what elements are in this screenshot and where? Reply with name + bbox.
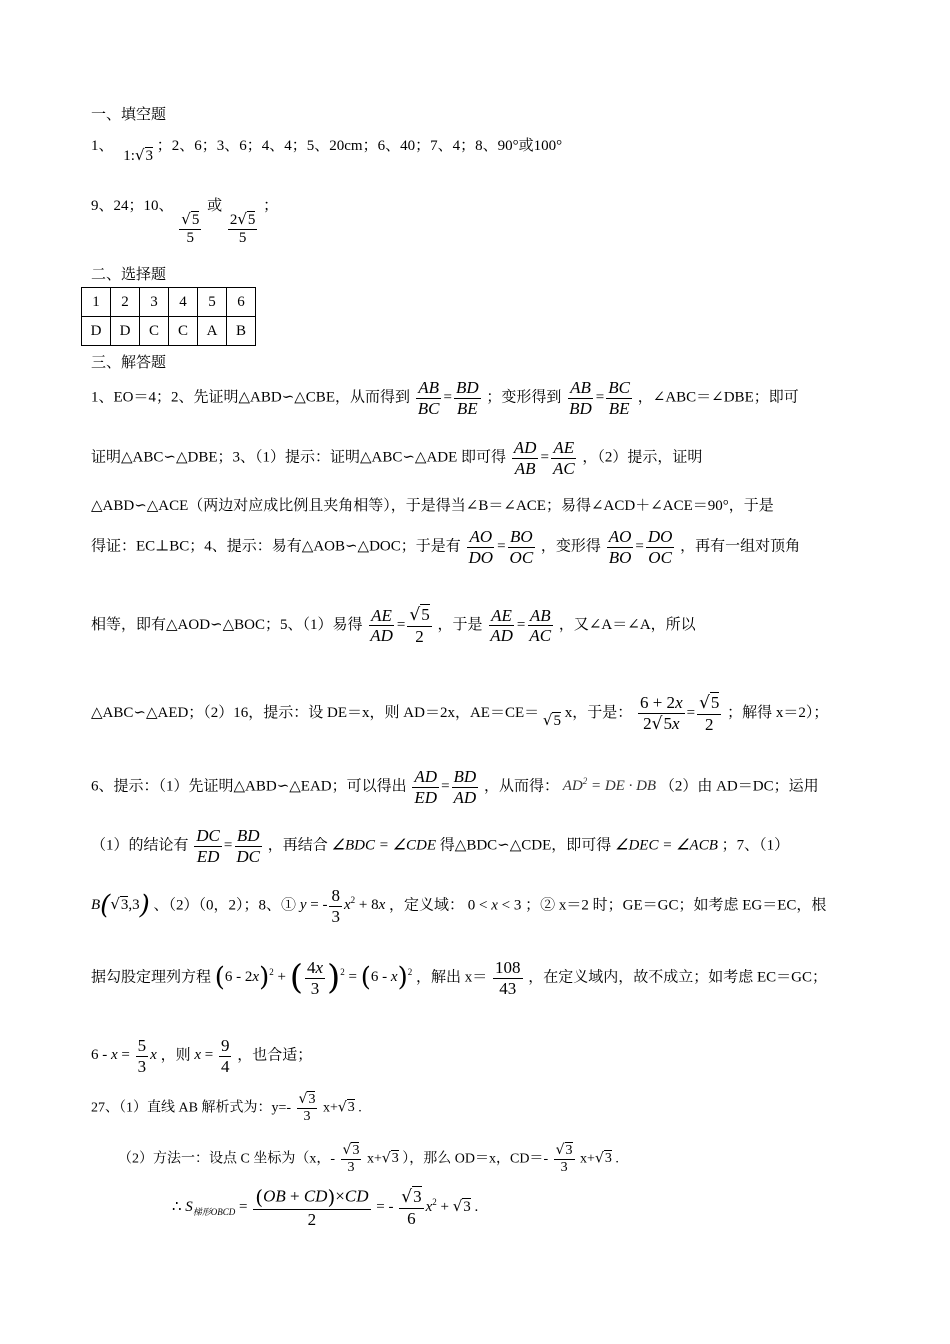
- table-cell: D: [111, 317, 140, 346]
- fraction-root5-over-2-b: $\frac{√5}{2}$: [699, 693, 720, 734]
- solve-line-5: 相等，即有△AOD∽△BOC；5、（1）易得 $\frac{AE}{AD}$ = $\frac{√5}{2}$ ，于是 $\frac{AE}{AD}$ = $\frac{AB}{AC}$ ，又∠A＝∠A，所以: [91, 605, 696, 646]
- fraction-root3-over-3: $\frac{√3}{3}$: [298, 1091, 316, 1125]
- function-y: y = - $\frac{8}{3}$ $x^2 + 8x$: [299, 886, 386, 926]
- fill-answers-1-8: ；2、6；3、6；4、4；5、20cm；6、40；7、4；8、90°或100°: [156, 138, 563, 154]
- fraction-trapezoid-area: $\frac{(OB + CD)\times CD}{2}$: [255, 1185, 369, 1229]
- fraction-root5-over-5: $\frac{√5}{5}$: [181, 210, 200, 247]
- fraction-root3-over-3-c: $\frac{√3}{3}$: [555, 1142, 573, 1176]
- solve-line-11: 6 - x = $\frac{5}{3}$ x ，则 x = $\frac{9}{4}$ ，也合适；: [91, 1036, 313, 1076]
- fraction-ab-ac: $\frac{AB}{AC}$: [529, 605, 552, 646]
- fill-item-1-prefix: 1、: [91, 138, 114, 154]
- table-cell: 2: [111, 288, 140, 317]
- area-symbol: $S_{梯形OBCD}$: [185, 1199, 236, 1218]
- table-cell: 4: [169, 288, 198, 317]
- table-row: [82, 317, 256, 346]
- fraction-ad-ab: $\frac{AD}{AB}$: [513, 438, 537, 478]
- table-cell: C: [140, 317, 169, 346]
- fraction-bd-be: $\frac{BD}{BE}$: [455, 378, 479, 418]
- fraction-ao-do: $\frac{AO}{DO}$: [468, 527, 494, 567]
- section-choice-title: 二、选择题: [91, 267, 167, 283]
- table-cell: C: [169, 317, 198, 346]
- point-b-coordinates: B(√3,3): [91, 891, 150, 922]
- fraction-ab-bd: $\frac{AB}{BD}$: [569, 378, 592, 418]
- fill-line-2: 9、24；10、 $\frac{√5}{5}$ 或 $\frac{2√5}{5}$ ；: [91, 198, 279, 247]
- q27-line-2: （2）方法一：设点 C 坐标为（x，- $\frac{√3}{3}$ x+√3 ），那么 OD＝x，CD＝- $\frac{√3}{3}$ x+√3 .: [118, 1142, 619, 1176]
- solve-line-10: 据勾股定理列方程 (6 - 2x)$^2$ + ( $\frac{4x}{3}$ )$^2$ = (6 - x)$^2$ ，解出 x＝ $\frac{108}{43}$ ，在定义域内，故不成立；如考虑 EC＝GC；: [91, 958, 828, 999]
- sqrt5-symbol: √5: [542, 710, 561, 729]
- solve-line-9: B(√3,3) 、（2）（0，2）；8、① y = - $\frac{8}{3}$ $x^2 + 8x$ ，定义域： 0 < x < 3 ；② x＝2 时；GE＝GC；如考虑 EG＝EC，根: [91, 886, 827, 926]
- table-cell: 3: [140, 288, 169, 317]
- ratio-expression: 1:√3: [123, 146, 153, 164]
- solve-line-4: 得证：EC⊥BC；4、提示：易有△AOB∽△DOC；于是有 $\frac{AO}{DO}$ = $\frac{BO}{OC}$ ，变形得 $\frac{AO}{BO}$ = $\frac{DO}{OC}$ ，再有一组对顶角: [91, 527, 801, 567]
- q27-line-1: 27、（1）直线 AB 解析式为：y=- $\frac{√3}{3}$ x+√3 .: [91, 1091, 362, 1125]
- fill-item-9-10: 9、24；10、: [91, 198, 174, 214]
- table-cell: 6: [227, 288, 256, 317]
- solve-line-7: 6、提示：（1）先证明△ABD∽△EAD；可以得出 $\frac{AD}{ED}$ = $\frac{BD}{AD}$ ，从而得： $AD^2$ = DE · DB （2）由 AD＝DC；运用: [91, 767, 819, 807]
- fraction-ao-bo: $\frac{AO}{BO}$: [608, 527, 632, 567]
- q27-line-3: ∴ $S_{梯形OBCD}$ = $\frac{(OB + CD)\times CD}{2}$ = - $\frac{√3}{6}$ $x^2 + √3$ .: [172, 1185, 479, 1229]
- section-solve-title: 三、解答题: [91, 355, 167, 371]
- solve-line-8: （1）的结论有 $\frac{DC}{ED}$ = $\frac{BD}{DC}$ ，再结合 ∠BDC = ∠CDE 得△BDC∽△CDE，即可得 ∠DEC = ∠ACB ；7、（1）: [91, 826, 790, 866]
- solve-line-1: 1、EO＝4；2、先证明△ABD∽△CBE，从而得到 $\frac{AB}{BC}$ = $\frac{BD}{BE}$ ；变形得到 $\frac{AB}{BD}$ = $\frac{BC}{BE}$ ，∠ABC＝∠DBE；即可: [91, 378, 799, 418]
- fraction-dc-ed: $\frac{DC}{ED}$: [196, 826, 220, 866]
- choice-answer-table: [81, 287, 256, 346]
- fraction-ab-bc: $\frac{AB}{BC}$: [417, 378, 440, 418]
- domain-inequality: 0 < x < 3: [467, 897, 522, 914]
- section-fill-title: 一、填空题: [91, 107, 167, 123]
- fraction-root5-over-2: $\frac{√5}{2}$: [409, 605, 430, 646]
- pythagorean-equation: (6 - 2x)$^2$ + ( $\frac{4x}{3}$ )$^2$ = (6 - x)$^2$: [214, 958, 413, 999]
- fraction-bo-oc: $\frac{BO}{OC}$: [509, 527, 534, 567]
- solve-line-2: 证明△ABC∽△DBE；3、（1）提示：证明△ABC∽△ADE 即可得 $\frac{AD}{AB}$ = $\frac{AE}{AC}$ ，（2）提示，证明: [91, 438, 703, 478]
- therefore-symbol: ∴: [172, 1199, 182, 1216]
- fraction-ae-ac: $\frac{AE}{AC}$: [552, 438, 575, 478]
- fraction-ad-ed: $\frac{AD}{ED}$: [414, 767, 438, 807]
- fraction-bd-dc: $\frac{BD}{DC}$: [236, 826, 260, 866]
- x-equals-9-4: x = $\frac{9}{4}$: [194, 1036, 230, 1076]
- table-row: [82, 288, 256, 317]
- equation-ad-squared: $AD^2$ = DE · DB: [562, 776, 657, 795]
- fraction-bd-ad: $\frac{BD}{AD}$: [453, 767, 477, 807]
- fraction-ae-ad-2: $\frac{AE}{AD}$: [490, 605, 513, 646]
- fraction-6-2x-over-2root5x: $\frac{6 + 2x}{2√5x}$: [639, 693, 683, 734]
- fraction-root3-over-3-b: $\frac{√3}{3}$: [342, 1142, 360, 1176]
- fraction-do-oc: $\frac{DO}{OC}$: [647, 527, 673, 567]
- table-cell: 1: [82, 288, 111, 317]
- fill-line-1: [91, 134, 563, 164]
- solve-line-3: △ABD∽△ACE（两边对应成比例且夹角相等），于是得当∠B＝∠ACE；易得∠ACD＋∠ACE＝90°，于是: [91, 498, 774, 514]
- angle-bdc-cde: ∠BDC = ∠CDE: [331, 837, 437, 854]
- fraction-2root5-over-5: $\frac{2√5}{5}$: [229, 210, 256, 247]
- table-cell: B: [227, 317, 256, 346]
- table-cell: A: [198, 317, 227, 346]
- or-text: 或: [207, 198, 223, 214]
- fraction-bc-be: $\frac{BC}{BE}$: [608, 378, 630, 418]
- solve-line-6: △ABC∽△AED；（2）16，提示：设 DE＝x，则 AD＝2x，AE＝CE＝ √5 x，于是： $\frac{6 + 2x}{2√5x}$ = $\frac{√5}{2}$ ；解得 x＝2）；: [91, 693, 829, 734]
- angle-dec-acb: ∠DEC = ∠ACB: [615, 837, 718, 854]
- table-cell: 5: [198, 288, 227, 317]
- fraction-root3-over-6: $\frac{√3}{6}$: [401, 1187, 422, 1228]
- fraction-ae-ad: $\frac{AE}{AD}$: [370, 605, 393, 646]
- fraction-108-43: $\frac{108}{43}$: [495, 958, 521, 998]
- equation-6-minus-x: 6 - x = $\frac{5}{3}$ x: [91, 1036, 157, 1076]
- table-cell: D: [82, 317, 111, 346]
